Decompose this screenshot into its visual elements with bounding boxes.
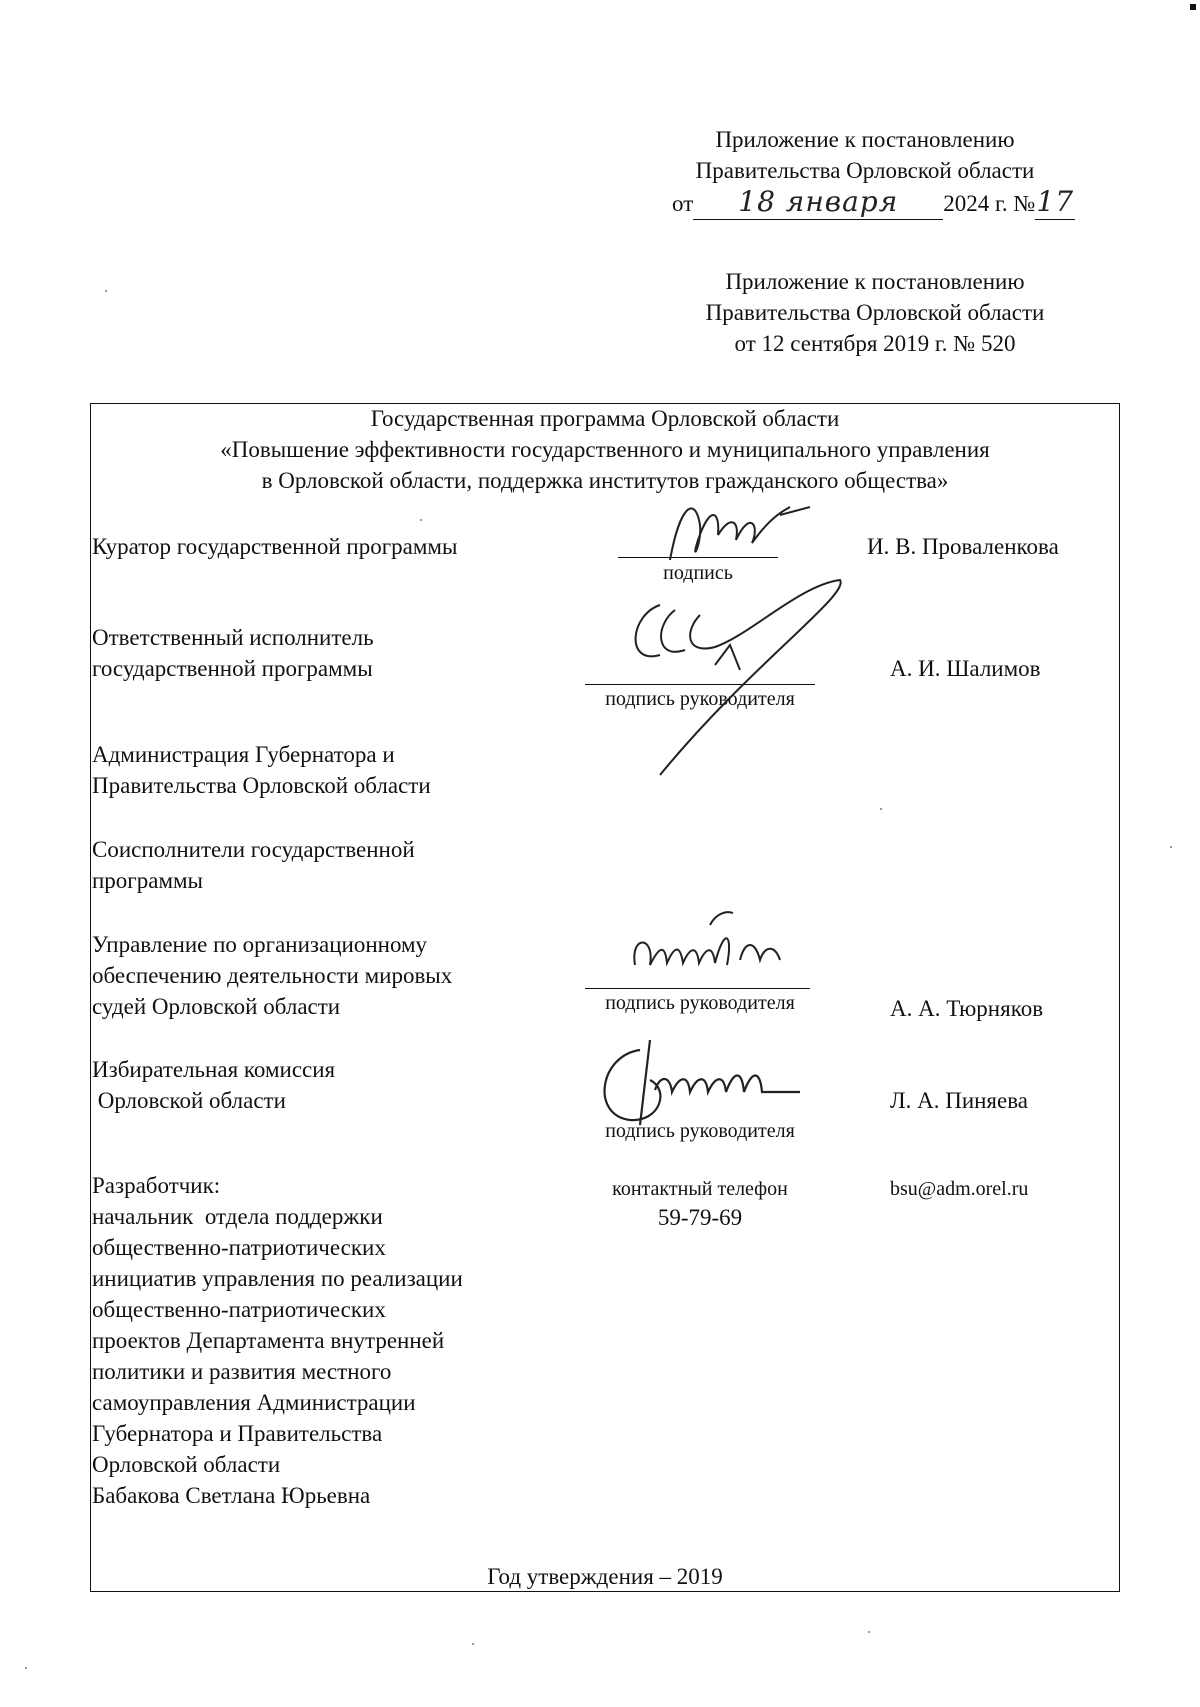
developer-line: Разработчик:	[92, 1173, 221, 1198]
judges-dept-line2: обеспечению деятельности мировых	[92, 963, 453, 988]
election-line1: Избирательная комиссия	[92, 1057, 336, 1082]
developer-line: общественно-патриотических	[92, 1297, 386, 1322]
appendix-new-date-line	[640, 186, 1090, 220]
developer-line: общественно-патриотических	[92, 1235, 386, 1260]
developer-line: Орловской области	[92, 1452, 281, 1477]
handwritten-date: 18 января	[738, 185, 899, 218]
phone-number: 59-79-69	[657, 1205, 743, 1230]
coexecutors-title-line1: Соисполнители государственной	[92, 837, 415, 862]
judges-signature-icon	[615, 905, 815, 995]
scan-speck	[1170, 846, 1172, 848]
developer-line: самоуправления Администрации	[92, 1390, 416, 1415]
appendix-old-line1: Приложение к постановлению	[725, 269, 1025, 294]
appendix-new-from: от	[672, 191, 694, 216]
executor-role-line2: государственной программы	[92, 656, 373, 681]
curator-sign-caption: подпись	[663, 562, 733, 584]
developer-line: Губернатора и Правительства	[92, 1421, 383, 1446]
curator-name: И. В. Проваленкова	[867, 534, 1059, 559]
election-signature-icon	[580, 1030, 810, 1140]
judges-dept-line1: Управление по организационному	[92, 932, 428, 957]
executor-signature-icon	[600, 575, 860, 795]
curator-signature-icon	[640, 485, 820, 575]
scan-speck	[880, 808, 882, 810]
executor-org	[92, 739, 431, 801]
election-sign-caption: подпись руководителя	[605, 1120, 795, 1142]
judges-dept-line3: судей Орловской области	[92, 994, 341, 1019]
appendix-old-line3: от 12 сентября 2019 г. № 520	[734, 331, 1016, 356]
scan-speck	[420, 519, 422, 521]
developer-line: начальник отдела поддержки	[92, 1204, 383, 1229]
judges-head-name: А. А. Тюрняков	[890, 996, 1044, 1021]
program-title	[90, 403, 1120, 496]
curator-role: Куратор государственной программы	[92, 534, 458, 559]
approval-year: Год утверждения – 2019	[487, 1564, 723, 1589]
developer-line: проектов Департамента внутренней	[92, 1328, 445, 1353]
judges-sign-caption: подпись руководителя	[605, 992, 795, 1014]
developer-line: Бабакова Светлана Юрьевна	[92, 1483, 371, 1508]
coexecutors-title-line2: программы	[92, 868, 204, 893]
scan-speck	[868, 1631, 870, 1633]
phone-label: контактный телефон	[612, 1178, 788, 1200]
election-head-name: Л. А. Пиняева	[890, 1088, 1028, 1113]
program-title-line1: Государственная программа Орловской области	[370, 406, 840, 431]
scan-speck	[105, 290, 107, 292]
appendix-new	[640, 124, 1090, 220]
judges-dept	[92, 929, 452, 1022]
program-title-line2: «Повышение эффективности государственного и муниципального управления	[220, 437, 990, 462]
executor-role	[92, 622, 374, 684]
coexecutors-title	[92, 834, 415, 896]
developer-email: bsu@adm.orel.ru	[890, 1178, 1029, 1200]
developer-line: политики и развития местного	[92, 1359, 392, 1384]
executor-org-line2: Правительства Орловской области	[92, 773, 431, 798]
executor-org-line1: Администрация Губернатора и	[92, 742, 395, 767]
appendix-new-line1: Приложение к постановлению	[715, 127, 1015, 152]
executor-sign-caption: подпись руководителя	[605, 688, 795, 710]
appendix-old	[650, 266, 1100, 359]
developer-block	[92, 1170, 463, 1511]
scan-speck	[472, 1643, 474, 1645]
election-commission	[92, 1054, 335, 1116]
program-title-line3: в Орловской области, поддержка институтов гражданского общества»	[261, 468, 949, 493]
appendix-new-line2: Правительства Орловской области	[695, 158, 1035, 183]
developer-line: инициатив управления по реализации	[92, 1266, 463, 1291]
handwritten-number: 17	[1036, 185, 1075, 218]
executor-name: А. И. Шалимов	[890, 656, 1041, 681]
executor-role-line1: Ответственный исполнитель	[92, 625, 374, 650]
corner-mark	[1190, 4, 1196, 10]
developer-contact	[570, 1176, 830, 1233]
appendix-old-line2: Правительства Орловской области	[705, 300, 1045, 325]
election-line2: Орловской области	[92, 1088, 286, 1113]
appendix-new-year: 2024 г. №	[943, 191, 1036, 216]
scan-speck	[25, 1667, 27, 1669]
